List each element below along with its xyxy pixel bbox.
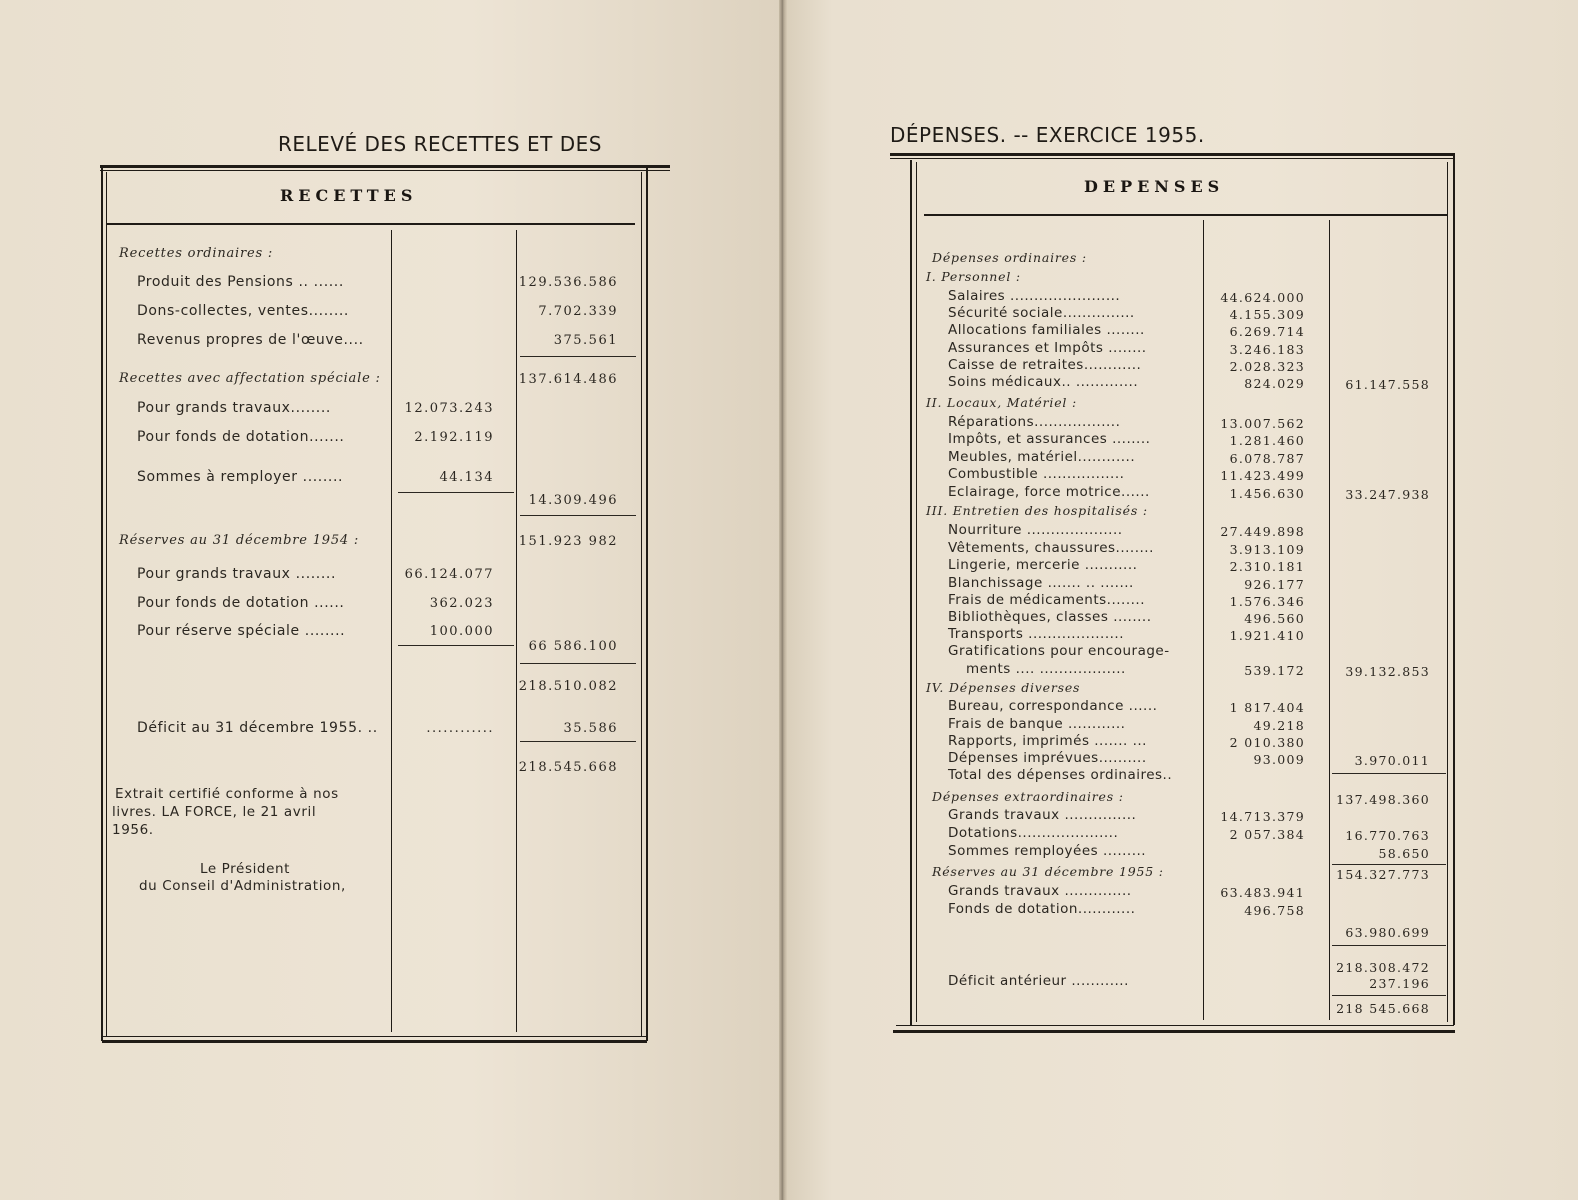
depenses-label: Lingerie, mercerie ...........: [948, 557, 1138, 573]
depenses-detail-amount: 496.758: [1244, 903, 1305, 918]
depenses-label: Soins médicaux.. .............: [948, 374, 1139, 390]
recettes-detail-amount: 44.134: [439, 470, 494, 485]
right-frame-top: [890, 153, 1455, 156]
right-heading-rule: [924, 214, 1448, 216]
right-col2-rule: [1329, 220, 1330, 1020]
depenses-label: Frais de médicaments........: [948, 592, 1145, 608]
right-frame-top-inner: [890, 158, 1455, 159]
depenses-total-amount: 58.650: [1378, 846, 1430, 861]
recettes-label: Pour fonds de dotation.......: [137, 429, 345, 445]
right-sep-4: [1332, 995, 1446, 996]
depenses-detail-amount: 539.172: [1244, 663, 1305, 678]
depenses-detail-amount: 1.921.410: [1229, 628, 1305, 643]
depenses-detail-amount: 44.624.000: [1220, 290, 1305, 305]
depenses-total-amount: 16.770.763: [1345, 828, 1430, 843]
depenses-detail-amount: 2 057.384: [1229, 827, 1305, 842]
depenses-label: Transports ....................: [948, 626, 1124, 642]
recettes-detail-amount: 12.073.243: [404, 401, 494, 416]
recettes-label: Revenus propres de l'œuve....: [137, 332, 364, 348]
cert-line-2: livres. LA FORCE, le 21 avril: [112, 804, 317, 820]
left-frame-bottom-inner: [102, 1036, 647, 1037]
recettes-total-amount: 151.923 982: [518, 534, 618, 549]
depenses-detail-amount: 14.713.379: [1220, 809, 1305, 824]
depenses-detail-amount: 2 010.380: [1229, 735, 1305, 750]
left-col1-rule: [391, 230, 392, 1032]
cert-line-3: 1956.: [112, 822, 154, 838]
depenses-label: Sommes remployées .........: [948, 843, 1147, 859]
depenses-label: Dépenses ordinaires :: [932, 250, 1087, 265]
left-frame-right: [646, 168, 648, 1041]
depenses-label: Meubles, matériel............: [948, 449, 1136, 465]
depenses-label: Sécurité sociale...............: [948, 305, 1135, 321]
depenses-label: Grands travaux ...............: [948, 807, 1137, 823]
right-frame-right: [1453, 155, 1455, 1025]
depenses-detail-amount: 4.155.309: [1229, 307, 1305, 322]
depenses-label: ments .... ..................: [966, 661, 1126, 677]
depenses-detail-amount: 11.423.499: [1220, 468, 1305, 483]
depenses-label: Assurances et Impôts ........: [948, 340, 1147, 356]
left-frame-top-inner: [100, 170, 670, 171]
recettes-total-amount: 66 586.100: [528, 639, 618, 654]
depenses-label: III. Entretien des hospitalisés :: [926, 503, 1148, 518]
depenses-detail-amount: 6.078.787: [1229, 451, 1305, 466]
depenses-label: Vêtements, chaussures........: [948, 540, 1154, 556]
depenses-detail-amount: 824.029: [1244, 376, 1305, 391]
left-sep-6: [520, 741, 636, 742]
depenses-label: Bibliothèques, classes ........: [948, 609, 1152, 625]
recettes-detail-amount: ............: [426, 721, 494, 736]
recettes-heading: RECETTES: [280, 186, 418, 205]
depenses-total-amount: 63.980.699: [1345, 925, 1430, 940]
sign-line-2: du Conseil d'Administration,: [139, 878, 346, 894]
depenses-detail-amount: 1 817.404: [1229, 700, 1305, 715]
left-heading-rule: [107, 223, 635, 225]
left-col2-rule: [516, 230, 517, 1032]
depenses-total-amount: 33.247.938: [1345, 487, 1430, 502]
depenses-detail-amount: 3.246.183: [1229, 342, 1305, 357]
left-frame-right-inner: [641, 172, 642, 1036]
recettes-total-amount: 375.561: [553, 333, 618, 348]
left-sep-1: [520, 356, 636, 357]
depenses-total-amount: 3.970.011: [1354, 753, 1430, 768]
left-frame-top: [100, 165, 670, 168]
right-frame-bottom: [893, 1030, 1455, 1033]
recettes-detail-amount: 2.192.119: [414, 430, 494, 445]
recettes-label: Recettes ordinaires :: [119, 246, 274, 261]
depenses-detail-amount: 49.218: [1253, 718, 1305, 733]
right-sep-2: [1332, 864, 1446, 865]
depenses-label: Réserves au 31 décembre 1955 :: [932, 864, 1164, 879]
left-frame-left: [101, 168, 103, 1041]
depenses-label: Déficit antérieur ............: [948, 973, 1129, 989]
recettes-total-amount: 7.702.339: [538, 304, 618, 319]
right-frame-bottom-inner: [896, 1025, 1454, 1026]
book-gutter: [779, 0, 787, 1200]
recettes-label: Pour réserve spéciale ........: [137, 623, 346, 639]
recettes-label: Pour grands travaux........: [137, 400, 331, 416]
recettes-total-amount: 137.614.486: [518, 372, 618, 387]
depenses-label: Grands travaux ..............: [948, 883, 1132, 899]
left-sep-3: [520, 515, 636, 516]
depenses-label: Caisse de retraites............: [948, 357, 1142, 373]
depenses-label: Dépenses imprévues..........: [948, 750, 1147, 766]
depenses-label: Dépenses extraordinaires :: [932, 789, 1124, 804]
left-page-title: RELEVÉ DES RECETTES ET DES: [278, 132, 602, 156]
depenses-detail-amount: 93.009: [1253, 752, 1305, 767]
depenses-label: Eclairage, force motrice......: [948, 484, 1150, 500]
recettes-total-amount: 218.510.082: [518, 679, 618, 694]
depenses-label: Réparations..................: [948, 414, 1121, 430]
right-sep-3: [1332, 945, 1446, 946]
recettes-detail-amount: 66.124.077: [404, 567, 494, 582]
recettes-label: Réserves au 31 décembre 1954 :: [119, 533, 360, 548]
right-page-title: DÉPENSES. -- EXERCICE 1955.: [890, 123, 1205, 147]
right-sep-1: [1332, 773, 1446, 774]
depenses-label: Dotations.....................: [948, 825, 1119, 841]
depenses-total-amount: 39.132.853: [1345, 664, 1430, 679]
cert-line-1: Extrait certifié conforme à nos: [115, 786, 339, 802]
recettes-total-amount: 218.545.668: [518, 760, 618, 775]
depenses-label: Impôts, et assurances ........: [948, 431, 1151, 447]
depenses-detail-amount: 63.483.941: [1220, 885, 1305, 900]
recettes-label: Produit des Pensions .. ......: [137, 274, 344, 290]
depenses-total-amount: 218 545.668: [1336, 1001, 1430, 1016]
recettes-total-amount: 14.309.496: [528, 493, 618, 508]
depenses-label: Total des dépenses ordinaires..: [948, 767, 1173, 783]
recettes-total-amount: 35.586: [563, 721, 618, 736]
depenses-detail-amount: 926.177: [1244, 577, 1305, 592]
left-frame-bottom: [102, 1040, 647, 1043]
recettes-detail-amount: 362.023: [429, 596, 494, 611]
right-frame-left: [910, 160, 912, 1025]
depenses-label: Blanchissage ....... .. .......: [948, 575, 1134, 591]
depenses-detail-amount: 2.310.181: [1229, 559, 1305, 574]
depenses-detail-amount: 1.576.346: [1229, 594, 1305, 609]
depenses-total-amount: 218.308.472: [1336, 960, 1430, 975]
depenses-label: Salaires .......................: [948, 288, 1121, 304]
recettes-label: Sommes à remployer ........: [137, 469, 344, 485]
right-frame-left-inner: [916, 162, 917, 1022]
depenses-label: Rapports, imprimés ....... ...: [948, 733, 1147, 749]
recettes-label: Recettes avec affectation spéciale :: [119, 371, 381, 386]
recettes-label: Déficit au 31 décembre 1955. ..: [137, 720, 378, 736]
depenses-label: Combustible .................: [948, 466, 1125, 482]
left-sep-5: [520, 663, 636, 664]
recettes-label: Dons-collectes, ventes........: [137, 303, 349, 319]
recettes-label: Pour fonds de dotation ......: [137, 595, 345, 611]
depenses-detail-amount: 1.456.630: [1229, 486, 1305, 501]
depenses-label: I. Personnel :: [926, 269, 1021, 284]
left-sep-4: [398, 645, 514, 646]
sign-line-1: Le Président: [200, 861, 291, 877]
depenses-detail-amount: 27.449.898: [1220, 524, 1305, 539]
depenses-label: II. Locaux, Matériel :: [926, 395, 1077, 410]
recettes-detail-amount: 100.000: [429, 624, 494, 639]
depenses-total-amount: 237.196: [1369, 976, 1430, 991]
depenses-heading: DEPENSES: [1084, 177, 1225, 196]
depenses-label: Nourriture ....................: [948, 522, 1123, 538]
depenses-detail-amount: 3.913.109: [1229, 542, 1305, 557]
depenses-total-amount: 154.327.773: [1336, 867, 1430, 882]
left-sep-2: [398, 492, 514, 493]
depenses-detail-amount: 496.560: [1244, 611, 1305, 626]
depenses-detail-amount: 1.281.460: [1229, 433, 1305, 448]
depenses-label: Gratifications pour encourage-: [948, 643, 1170, 659]
recettes-total-amount: 129.536.586: [518, 275, 618, 290]
depenses-detail-amount: 13.007.562: [1220, 416, 1305, 431]
right-frame-right-inner: [1447, 162, 1448, 1022]
depenses-detail-amount: 6.269.714: [1229, 324, 1305, 339]
depenses-label: Bureau, correspondance ......: [948, 698, 1158, 714]
recettes-label: Pour grands travaux ........: [137, 566, 337, 582]
depenses-label: Frais de banque ............: [948, 716, 1126, 732]
right-col1-rule: [1203, 220, 1204, 1020]
depenses-total-amount: 137.498.360: [1336, 792, 1430, 807]
depenses-detail-amount: 2.028.323: [1229, 359, 1305, 374]
depenses-total-amount: 61.147.558: [1345, 377, 1430, 392]
depenses-label: IV. Dépenses diverses: [926, 680, 1081, 695]
depenses-label: Allocations familiales ........: [948, 322, 1145, 338]
depenses-label: Fonds de dotation............: [948, 901, 1136, 917]
left-frame-left-inner: [106, 172, 107, 1036]
